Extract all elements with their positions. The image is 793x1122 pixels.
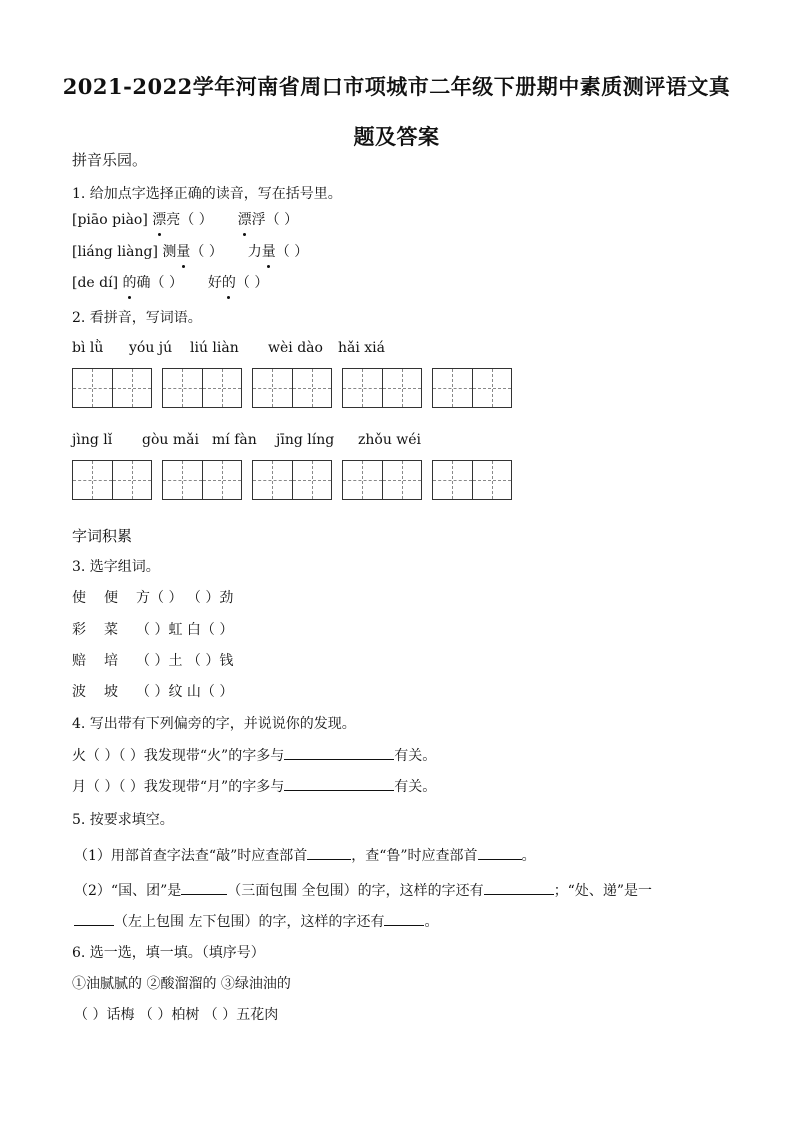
q1-row-2-char-1: 测: [162, 244, 177, 260]
pinyin-label: yóu jú: [129, 340, 173, 356]
q6-prompt: 6. 选一选，填一填。（填序号）: [72, 945, 265, 961]
q1-row-2-dotted-char-2: 量: [261, 244, 276, 260]
q1-row-2: [72, 242, 308, 262]
q3-choice-char: 坡: [104, 684, 118, 700]
q5-part-1: [74, 845, 536, 866]
answer-underline[interactable]: [484, 880, 554, 895]
section-heading-pinyin: 拼音乐园。: [72, 151, 148, 169]
pinyin-label: liú liàn: [190, 340, 239, 356]
q3-row-3: [72, 651, 233, 671]
q1-row-2-blank-1: （ ）: [190, 244, 223, 260]
q1-row-3-options: [de dí]: [72, 275, 119, 291]
character-grid-box[interactable]: [342, 460, 422, 500]
pinyin-label: jīng líng: [276, 432, 335, 448]
q3-blanks: 方（ ） （ ）劲: [136, 590, 234, 606]
q1-row-1-dotted-char-2: 漂: [237, 212, 252, 228]
character-grid-box[interactable]: [252, 460, 332, 500]
q4-row-1: [72, 745, 436, 766]
q1-row-3-dotted-char-1: 的: [122, 275, 137, 291]
q3-blanks: （ ）纹 山（ ）: [136, 684, 234, 700]
q1-row-1-word-2: 浮（ ）: [251, 212, 299, 228]
q1-row-3-char-2: 好: [207, 275, 222, 291]
q1-row-1-dotted-char-1: 漂: [152, 212, 167, 228]
q3-row-4: [72, 682, 233, 702]
character-grid-box[interactable]: [162, 460, 242, 500]
q1-row-3-dotted-char-2: 的: [221, 275, 236, 291]
q1-row-2-char-2: 力: [247, 244, 262, 260]
q3-row-2: [72, 620, 233, 640]
q5-prompt: 5. 按要求填空。: [72, 812, 174, 828]
pinyin-label: zhǒu wéi: [358, 432, 422, 448]
q6-options: ①油腻腻的 ②酸溜溜的 ③绿油油的: [72, 976, 291, 992]
q1-prompt: 1. 给加点字选择正确的读音，写在括号里。: [72, 186, 342, 202]
pinyin-label: jìng lǐ: [72, 432, 113, 448]
q5-text: （三面包围 全包围）的字，这样的字还有: [227, 883, 484, 899]
title-line-1: 2021-2022学年河南省周口市项城市二年级下册期中素质测评语文真: [62, 74, 731, 99]
q3-blanks: （ ）虹 白（ ）: [136, 622, 234, 638]
pinyin-label: mí fàn: [212, 432, 257, 448]
section-heading-words: 字词积累: [72, 527, 133, 545]
q3-choice-char: 培: [104, 653, 118, 669]
q2-grid-row-1: [72, 368, 517, 410]
q4-row-2: [72, 776, 436, 797]
q4-row-text: 月（ ）（ ）我发现带“月”的字多与: [72, 779, 285, 795]
character-grid-box[interactable]: [342, 368, 422, 408]
q1-row-1-word-1: 亮（ ）: [166, 212, 213, 228]
pinyin-label: gòu mǎi: [142, 432, 199, 448]
q5-text: ，查“鲁”时应查部首: [351, 848, 478, 864]
q1-row-3-blank-2: （ ）: [235, 275, 269, 291]
answer-underline[interactable]: [384, 911, 424, 926]
title-line-2: 题及答案: [353, 124, 440, 149]
q4-prompt: 4. 写出带有下列偏旁的字，并说说你的发现。: [72, 716, 356, 732]
q5-text: 。: [424, 914, 439, 930]
q1-row-1-options: [piāo piào]: [72, 212, 148, 228]
q6-blanks: （ ）话梅 （ ）柏树 （ ）五花肉: [74, 1007, 279, 1023]
q1-row-3: [72, 273, 268, 293]
q1-row-2-blank-2: （ ）: [275, 244, 309, 260]
answer-underline[interactable]: [478, 845, 522, 860]
q3-choice-char: 便: [104, 590, 118, 606]
q5-part-3: [74, 911, 438, 932]
character-grid-box[interactable]: [432, 460, 512, 500]
answer-underline[interactable]: [181, 880, 227, 895]
q2-prompt: 2. 看拼音，写词语。: [72, 310, 202, 326]
q5-text: （2）“国、团”是: [74, 883, 182, 899]
q1-row-2-options: [liáng liàng]: [72, 244, 158, 260]
pinyin-label: wèi dào: [268, 340, 323, 356]
q4-row-suffix: 有关。: [394, 779, 437, 795]
character-grid-box[interactable]: [252, 368, 332, 408]
page-title: [40, 62, 753, 162]
q3-row-1: [72, 588, 233, 608]
answer-underline[interactable]: [74, 911, 114, 926]
q2-grid-row-2: [72, 460, 517, 502]
q3-choice-char: 赔: [72, 653, 86, 669]
q3-choice-char: 彩: [72, 622, 86, 638]
answer-underline[interactable]: [284, 776, 394, 791]
character-grid-box[interactable]: [432, 368, 512, 408]
q5-text: 。: [521, 848, 536, 864]
q1-row-2-dotted-char-1: 量: [176, 244, 191, 260]
q3-blanks: （ ）土 （ ）钱: [136, 653, 234, 669]
answer-underline[interactable]: [307, 845, 351, 860]
q5-text: （左上包围 左下包围）的字，这样的字还有: [114, 914, 385, 930]
character-grid-box[interactable]: [72, 460, 152, 500]
q5-text: ；“处、递”是一: [553, 883, 653, 899]
pinyin-label: hǎi xiá: [338, 340, 386, 356]
character-grid-box[interactable]: [72, 368, 152, 408]
pinyin-label: bì lǜ: [72, 340, 104, 356]
q3-choice-char: 菜: [104, 622, 118, 638]
q3-choice-char: 波: [72, 684, 86, 700]
q4-row-text: 火（ ）（ ）我发现带“火”的字多与: [72, 748, 285, 764]
q3-prompt: 3. 选字组词。: [72, 559, 160, 575]
q4-row-suffix: 有关。: [394, 748, 437, 764]
q3-choice-char: 使: [72, 590, 86, 606]
q1-row-3-word-1: 确（ ）: [136, 275, 183, 291]
q1-row-1: [72, 210, 298, 230]
q5-part-2: [74, 880, 652, 901]
q5-text: （1）用部首查字法查“敲”时应查部首: [74, 848, 308, 864]
answer-underline[interactable]: [284, 745, 394, 760]
character-grid-box[interactable]: [162, 368, 242, 408]
